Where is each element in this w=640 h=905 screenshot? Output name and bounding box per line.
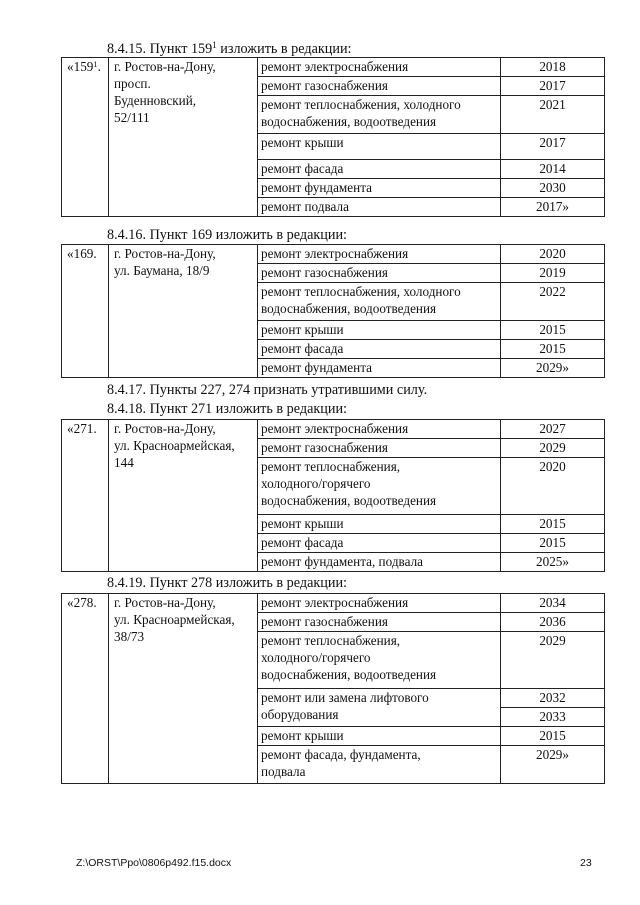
year-cell: 2017» — [501, 198, 605, 217]
work-type-line: ремонт теплоснабжения, — [261, 633, 401, 648]
year-cell: 2029 — [501, 439, 605, 458]
work-type-cell — [258, 321, 501, 340]
work-type-line: ремонт электроснабжения — [261, 595, 409, 610]
work-type-line: ремонт крыши — [261, 728, 344, 743]
heading-text: 8.4.18. Пункт 271 изложить в редакции: — [107, 401, 347, 417]
work-type-cell — [258, 283, 501, 321]
year-cell: 2029» — [501, 359, 605, 378]
section-heading — [107, 400, 347, 418]
work-type-line: ремонт газоснабжения — [261, 78, 388, 93]
work-type-line: ремонт фасада — [261, 535, 344, 550]
year-cell: 2018 — [501, 58, 605, 77]
address-line: ул. Баумана, 18/9 — [114, 263, 210, 278]
work-type-cell — [258, 515, 501, 534]
work-type-cell — [258, 420, 501, 439]
work-type-line: ремонт фасада, фундамента, — [261, 747, 421, 762]
address-line: г. Ростов-на-Дону, — [114, 59, 216, 74]
work-type-line: холодного/горячего — [261, 650, 371, 665]
year-cell: 2015 — [501, 340, 605, 359]
work-type-line: ремонт электроснабжения — [261, 246, 409, 261]
item-number-cell — [62, 420, 109, 572]
item-number-text: «278. — [67, 595, 97, 610]
year-cell: 2017 — [501, 134, 605, 160]
year-cell: 2033 — [501, 708, 605, 727]
work-type-line: ремонт фундамента — [261, 180, 372, 195]
work-type-cell — [258, 594, 501, 613]
item-number-text: «169. — [67, 246, 97, 261]
work-type-cell — [258, 534, 501, 553]
section-heading — [107, 40, 352, 58]
work-type-cell — [258, 340, 501, 359]
work-type-line: ремонт крыши — [261, 516, 344, 531]
year-cell: 2022 — [501, 283, 605, 321]
item-number-cell — [62, 245, 109, 378]
work-type-line: ремонт газоснабжения — [261, 265, 388, 280]
year-cell: 2014 — [501, 160, 605, 179]
table-row — [62, 245, 605, 264]
work-type-cell — [258, 77, 501, 96]
work-type-line: ремонт фасада — [261, 341, 344, 356]
item-number-cell — [62, 58, 109, 217]
year-cell: 2019 — [501, 264, 605, 283]
work-type-cell — [258, 746, 501, 784]
work-type-line: ремонт фундамента, подвала — [261, 554, 423, 569]
year-cell: 2021 — [501, 96, 605, 134]
work-type-line: ремонт газоснабжения — [261, 440, 388, 455]
year-cell: 2015 — [501, 515, 605, 534]
work-type-line: ремонт крыши — [261, 135, 344, 150]
work-type-cell — [258, 134, 501, 160]
table-row — [62, 58, 605, 77]
work-type-cell — [258, 553, 501, 572]
work-type-line: ремонт или замена лифтового — [261, 690, 429, 705]
repair-schedule-table — [61, 593, 605, 784]
address-line: просп. — [114, 76, 151, 91]
address-cell — [109, 594, 258, 784]
year-cell: 2015 — [501, 727, 605, 746]
footer-page-number: 23 — [580, 857, 592, 869]
heading-text: 8.4.15. Пункт 159 — [107, 41, 213, 57]
item-number-text: «159 — [67, 59, 94, 74]
repair-schedule-table — [61, 244, 605, 378]
year-cell: 2032 — [501, 689, 605, 708]
work-type-cell — [258, 689, 501, 727]
year-cell: 2025» — [501, 553, 605, 572]
section-paragraph: 8.4.17. Пункты 227, 274 признать утратившими силу. — [107, 382, 428, 398]
work-type-line: оборудования — [261, 707, 339, 722]
work-type-cell — [258, 179, 501, 198]
address-line: Буденновский, — [114, 93, 197, 108]
work-type-cell — [258, 245, 501, 264]
item-number-cell — [62, 594, 109, 784]
address-cell — [109, 58, 258, 217]
year-cell: 2036 — [501, 613, 605, 632]
address-cell — [109, 420, 258, 572]
item-number-text: «271. — [67, 421, 97, 436]
repair-schedule-table — [61, 419, 605, 572]
work-type-line: ремонт газоснабжения — [261, 614, 388, 629]
address-line: г. Ростов-на-Дону, — [114, 421, 216, 436]
year-cell: 2029 — [501, 632, 605, 689]
footer-file-path: Z:\ORST\Ppo\0806p492.f15.docx — [76, 857, 232, 869]
work-type-line: ремонт теплоснабжения, холодного — [261, 284, 461, 299]
year-cell: 2015 — [501, 321, 605, 340]
address-line: 52/111 — [114, 110, 150, 125]
work-type-cell — [258, 458, 501, 515]
work-type-line: водоснабжения, водоотведения — [261, 114, 437, 129]
address-line: 38/73 — [114, 629, 145, 644]
address-line: г. Ростов-на-Дону, — [114, 595, 216, 610]
work-type-line: водоснабжения, водоотведения — [261, 493, 437, 508]
work-type-line: водоснабжения, водоотведения — [261, 667, 437, 682]
year-cell: 2034 — [501, 594, 605, 613]
section-heading — [107, 226, 347, 244]
work-type-line: подвала — [261, 764, 306, 779]
year-cell: 2029» — [501, 746, 605, 784]
work-type-cell — [258, 613, 501, 632]
work-type-cell — [258, 359, 501, 378]
work-type-line: ремонт фундамента — [261, 360, 372, 375]
work-type-line: холодного/горячего — [261, 476, 371, 491]
year-cell: 2030 — [501, 179, 605, 198]
work-type-line: ремонт электроснабжения — [261, 421, 409, 436]
item-number-text-end: . — [97, 59, 101, 74]
work-type-cell — [258, 632, 501, 689]
year-cell: 2015 — [501, 534, 605, 553]
year-cell: 2017 — [501, 77, 605, 96]
work-type-cell — [258, 439, 501, 458]
work-type-line: ремонт электроснабжения — [261, 59, 409, 74]
work-type-line: водоснабжения, водоотведения — [261, 301, 437, 316]
year-cell: 2020 — [501, 458, 605, 515]
work-type-cell — [258, 198, 501, 217]
address-line: ул. Красноармейская, — [114, 612, 235, 627]
work-type-cell — [258, 264, 501, 283]
table-row — [62, 420, 605, 439]
heading-superscript: 1 — [212, 40, 217, 50]
work-type-line: ремонт крыши — [261, 322, 344, 337]
address-line: ул. Красноармейская, — [114, 438, 235, 453]
heading-text-end: изложить в редакции: — [216, 41, 352, 57]
work-type-line: ремонт теплоснабжения, холодного — [261, 97, 461, 112]
work-type-cell — [258, 96, 501, 134]
work-type-cell — [258, 58, 501, 77]
address-cell — [109, 245, 258, 378]
table-row — [62, 594, 605, 613]
work-type-line: ремонт теплоснабжения, — [261, 459, 401, 474]
year-cell: 2020 — [501, 245, 605, 264]
section-heading — [107, 574, 347, 592]
address-line: г. Ростов-на-Дону, — [114, 246, 216, 261]
work-type-cell — [258, 160, 501, 179]
heading-text: 8.4.16. Пункт 169 изложить в редакции: — [107, 227, 347, 243]
work-type-cell — [258, 727, 501, 746]
item-number-superscript: 1 — [93, 59, 98, 69]
work-type-line: ремонт подвала — [261, 199, 349, 214]
heading-text: 8.4.19. Пункт 278 изложить в редакции: — [107, 575, 347, 591]
work-type-line: ремонт фасада — [261, 161, 344, 176]
repair-schedule-table — [61, 57, 605, 217]
address-line: 144 — [114, 455, 134, 470]
year-cell: 2027 — [501, 420, 605, 439]
